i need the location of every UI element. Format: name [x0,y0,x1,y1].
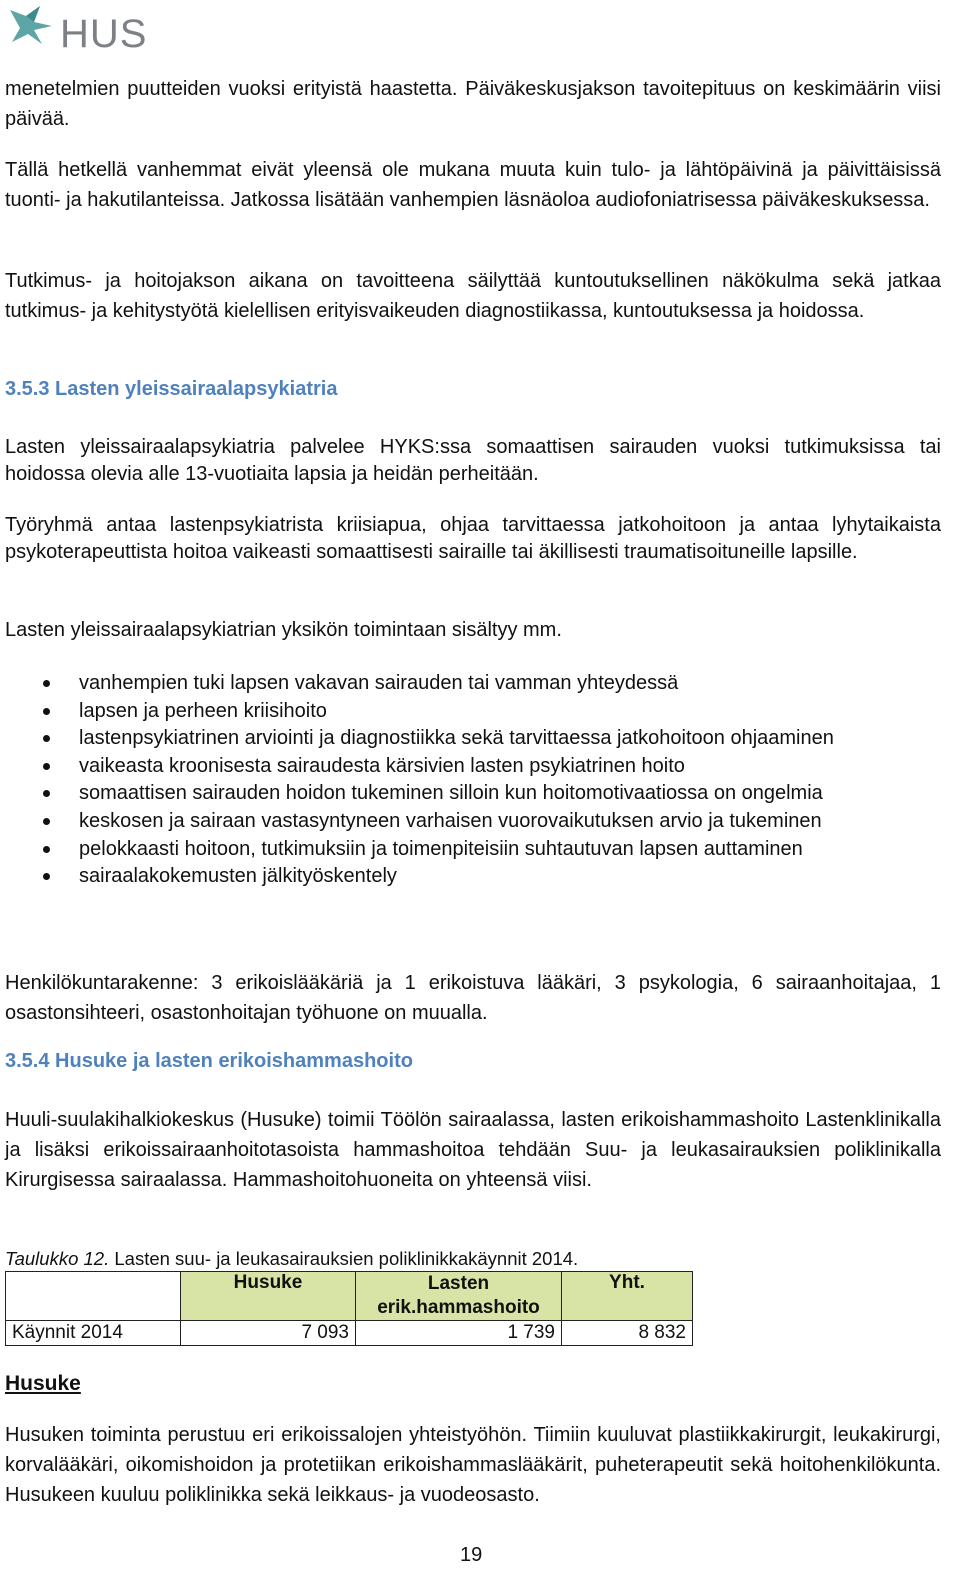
paragraph: Lasten yleissairaalapsykiatrian yksikön toimintaan sisältyy mm. [5,619,562,641]
list-item: lastenpsykiatrinen arviointi ja diagnostiikka sekä tarvittaessa jatkohoitoon ohjaaminen [5,725,941,751]
bullet-icon [43,708,50,715]
table-row-label: Käynnit 2014 [6,1321,181,1346]
bullet-list [5,670,941,891]
list-item: keskosen ja sairaan vastasyntyneen varhaisen vuorovaikutuksen arvio ja tukeminen [5,808,839,834]
table-header-cell: Lasten erik.hammashoito [356,1272,562,1321]
list-item: pelokkaasti hoitoon, tutkimuksiin ja toimenpiteisiin suhtautuvan lapsen auttaminen [5,836,839,862]
table-cell: 7 093 [181,1321,356,1346]
logo-text: HUS [60,12,148,56]
table-row [6,1321,693,1346]
visits-table [5,1271,693,1346]
table-cell: 8 832 [562,1321,693,1346]
section-heading: 3.5.4 Husuke ja lasten erikoishammashoito [5,1050,413,1072]
bullet-icon [43,846,50,853]
table-cell: 1 739 [356,1321,562,1346]
bullet-icon [43,763,50,770]
table-caption [5,1248,578,1270]
paragraph: Huuli-suulakihalkiokeskus (Husuke) toimii Töölön sairaalassa, lasten erikoishammashoito Lastenklinikalla ja lisäksi erikoissairaanhoitotasoista hammashoitoa tehdään Suu- ja leukasairauksien poliklinikalla Kirurgisessa sairaalassa. Hammashoitohuoneita on yhteensä viisi. [5,1109,941,1191]
table-caption-number: Taulukko 12. [5,1248,110,1269]
table-header-cell [6,1272,181,1321]
table-caption-text: Lasten suu- ja leukasairauksien poliklinikkakäynnit 2014. [109,1248,579,1269]
list-item: vanhempien tuki lapsen vakavan sairauden tai vamman yhteydessä [5,670,941,696]
table-header-cell: Husuke [181,1272,356,1321]
list-item: somaattisen sairauden hoidon tukeminen silloin kun hoitomotivaatiossa on ongelmia [5,780,941,806]
bullet-icon [43,680,50,687]
bullet-icon [43,790,50,797]
paragraph: Henkilökuntarakenne: 3 erikoislääkäriä ja 1 erikoistuva lääkäri, 3 psykologia, 6 sairaanhoitajaa, 1 osastonsihteeri, osastonhoitajan työhuone on muualla. [5,972,941,1024]
paragraph: menetelmien puutteiden vuoksi erityistä haastetta. Päiväkeskusjakson tavoitepituus on keskimäärin viisi päivää. [5,78,941,130]
hus-logo-mark-icon [6,2,66,52]
paragraph: Tällä hetkellä vanhemmat eivät yleensä ole mukana muuta kuin tulo- ja lähtöpäivinä ja päivittäisissä tuonti- ja hakutilanteissa. Jatkossa lisätään vanhempien läsnäoloa audiofoniatrisessa päiväkeskuksessa. [5,159,941,211]
page-number: 19 [460,1544,483,1566]
section-heading: 3.5.3 Lasten yleissairaalapsykiatria [5,378,338,400]
bullet-icon [43,818,50,825]
paragraph: Työryhmä antaa lastenpsykiatrista kriisiapua, ohjaa tarvittaessa jatkohoitoon ja antaa lyhytaikaista psykoterapeuttista hoitoa vaikeasti somaattisesti sairaille tai äkillisesti traumatisoituneille lapsille. [5,514,941,563]
subheading: Husuke [5,1372,81,1395]
table-header-row [6,1272,693,1321]
bullet-icon [43,735,50,742]
list-item: sairaalakokemusten jälkityöskentely [5,863,941,889]
paragraph: Tutkimus- ja hoitojakson aikana on tavoitteena säilyttää kuntoutuksellinen näkökulma sekä jatkaa tutkimus- ja kehitystyötä kielellisen erityisvaikeuden diagnostiikassa, kuntoutuksessa ja hoidossa. [5,270,941,322]
hus-logo [6,2,156,58]
paragraph: Husuken toiminta perustuu eri erikoissalojen yhteistyöhön. Tiimiin kuuluvat plastiikkakirurgit, leukakirurgi, korvalääkäri, oikomishoidon ja protetiikan erikoishammaslääkärit, puheterapeutit sekä hoitohenkilökunta. Husukeen kuuluu poliklinikka sekä leikkaus- ja vuodeosasto. [5,1424,941,1506]
table-header-cell: Yht. [562,1272,693,1321]
list-item: lapsen ja perheen kriisihoito [5,698,941,724]
bullet-icon [43,873,50,880]
list-item: vaikeasta kroonisesta sairaudesta kärsivien lasten psykiatrinen hoito [5,753,941,779]
paragraph: Lasten yleissairaalapsykiatria palvelee HYKS:ssa somaattisen sairauden vuoksi tutkimuksissa tai hoidossa olevia alle 13-vuotiaita lapsia ja heidän perheitään. [5,436,941,485]
